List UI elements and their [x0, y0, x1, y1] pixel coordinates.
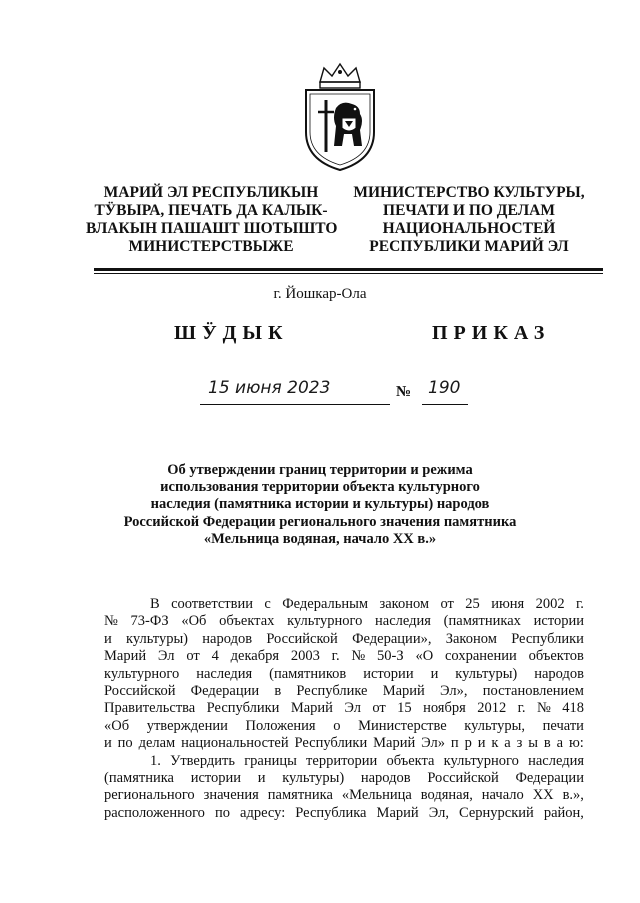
order-body [104, 596, 584, 822]
document-type-mari: ШӰДЫК [174, 322, 289, 344]
coat-of-arms-icon [296, 60, 384, 172]
header-left-line: ВЛАКЫН ПАШАШТ ШОТЫШТО [86, 220, 338, 237]
subject-line: Российской Федерации регионального значения памятника [123, 513, 517, 530]
subject-line: «Мельница водяная, начало XX в.» [203, 530, 437, 547]
body-line: В соответствии с Федеральным законом от 25 июня 2002 г. [150, 596, 584, 612]
subject-line: Об утверждении границ территории и режима [167, 462, 473, 478]
header-left-line: ТӰВЫРА, ПЕЧАТЬ ДА КАЛЫК- [94, 202, 328, 219]
header-left-line: МАРИЙ ЭЛ РЕСПУБЛИКЫН [103, 184, 319, 201]
body-line: Российской Федерации в Республике Марий Эл», постановлением [104, 683, 584, 700]
body-line: расположенного по адресу: Республика Марий Эл, Сернурский район, [104, 804, 584, 821]
header-divider-thin [94, 273, 603, 274]
header-right-line: МИНИСТЕРСТВО КУЛЬТУРЫ, [353, 184, 585, 201]
body-line: и культуры) народов Российской Федерации», Законом Республики [104, 630, 584, 647]
header-right-line: РЕСПУБЛИКИ МАРИЙ ЭЛ [369, 238, 569, 255]
handwritten-number: 190 [428, 378, 461, 398]
body-line: культурного наследия (памятников истории и культуры) народов [104, 665, 584, 682]
header-left-line: МИНИСТЕРСТВЫЖЕ [128, 238, 294, 255]
body-line: Правительства Республики Марий Эл от 15 ноября 2012 г. № 418 [104, 700, 584, 717]
header-right-line: ПЕЧАТИ И ПО ДЕЛАМ [383, 202, 555, 219]
body-line: «Об утверждении Положения о Министерстве культуры, печати [104, 717, 584, 734]
header-russian-language [344, 184, 594, 256]
subject-line: использования территории объекта культурного [160, 479, 480, 496]
body-line: № 73-ФЗ «Об объектах культурного наследия (памятниках истории [104, 613, 584, 630]
document-type-russian: ПРИКАЗ [432, 322, 551, 344]
body-line: Марий Эл от 4 декабря 2003 г. № 50-З «О сохранении объектов [104, 648, 584, 665]
body-line: регионального значения памятника «Мельница водяная, начало XX в.», [104, 787, 584, 804]
body-line: (памятника истории и культуры) народов Российской Федерации [104, 770, 584, 787]
body-line: и по делам национальностей Республики Марий Эл» п р и к а з ы в а ю: [104, 735, 584, 752]
body-line: 1. Утвердить границы территории объекта культурного наследия [150, 752, 584, 769]
city-name: г. Йошкар-Ола [273, 286, 367, 302]
subject-line: наследия (памятника истории и культуры) народов [150, 496, 490, 513]
header-right-line: НАЦИОНАЛЬНОСТЕЙ [382, 220, 556, 237]
order-subject [100, 462, 540, 548]
header-mari-language [86, 184, 336, 256]
header-divider-thick [94, 268, 603, 271]
handwritten-date: 15 июня 2023 [208, 378, 331, 398]
number-label: № [396, 384, 412, 400]
